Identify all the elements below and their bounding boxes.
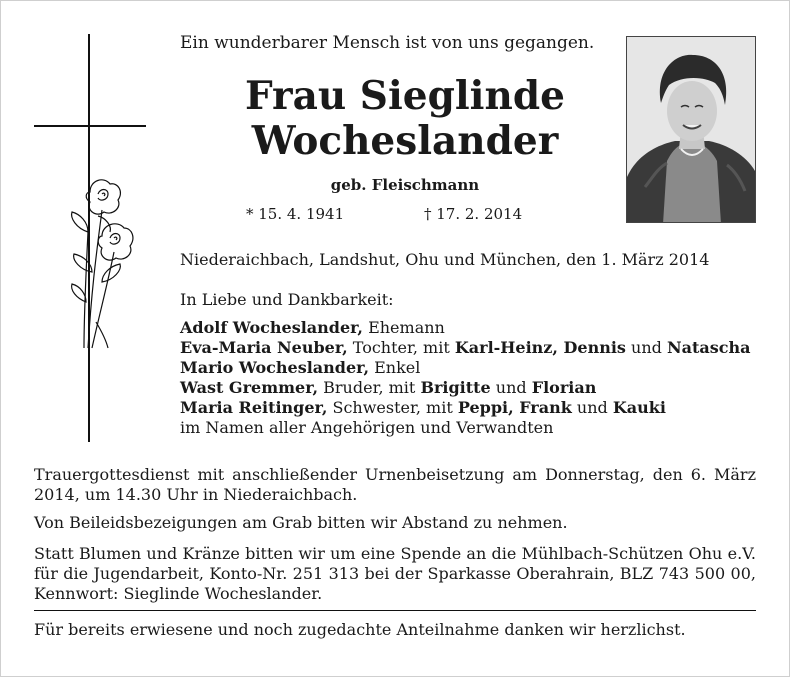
death-date: † 17. 2. 2014 xyxy=(424,205,523,223)
portrait-photo xyxy=(626,36,756,223)
family-relation: und xyxy=(571,398,613,417)
family-relation: Bruder, mit xyxy=(318,378,421,397)
family-member-name: Mario Wocheslander, xyxy=(180,358,370,377)
maiden-name: geb. Fleischmann xyxy=(330,176,480,194)
family-member-row xyxy=(180,358,750,378)
family-member-name: Maria Reitinger, xyxy=(180,398,328,417)
closing-text: Für bereits erwiesene und noch zugedachte Anteilnahme danken wir herzlichst. xyxy=(34,620,686,639)
family-member-name: Wast Gremmer, xyxy=(180,378,319,397)
donation-text: Statt Blumen und Kränze bitten wir um eine Spende an die Mühlbach-Schützen Ohu e.V. für die Jugendarbeit, Konto-Nr. 251 313 bei der Sparkasse Oberahrain, BLZ 743 500 00, Kennwort: Sieglinde Wocheslander. xyxy=(34,544,756,603)
family-member-row xyxy=(180,418,750,438)
intro-text: Ein wunderbarer Mensch ist von uns gegangen. xyxy=(180,33,595,53)
family-relation: im Namen aller Angehörigen und Verwandten xyxy=(180,418,554,437)
place-and-date: Niederaichbach, Landshut, Ohu und München, den 1. März 2014 xyxy=(180,250,710,269)
family-member-name: Kauki xyxy=(612,398,666,417)
family-member-name: Florian xyxy=(531,378,597,397)
family-member-row xyxy=(180,318,750,338)
family-relation: Tochter, mit xyxy=(347,338,455,357)
deceased-name xyxy=(180,74,630,164)
family-relation: und xyxy=(625,338,667,357)
family-list xyxy=(180,318,750,438)
name-line-2: Wocheslander xyxy=(251,118,559,164)
family-relation: Ehemann xyxy=(362,318,445,337)
family-relation: und xyxy=(490,378,532,397)
family-member-name: Karl-Heinz, Dennis xyxy=(454,338,626,357)
family-member-row xyxy=(180,398,750,418)
family-member-name: Adolf Wocheslander, xyxy=(180,318,363,337)
family-member-name: Natascha xyxy=(666,338,751,357)
name-line-1: Frau Sieglinde xyxy=(245,73,565,119)
funeral-service-text: Trauergottesdienst mit anschließender Urnenbeisetzung am Donnerstag, den 6. März 2014, um 14.30 Uhr in Niederaichbach. xyxy=(34,465,756,504)
roses-icon xyxy=(62,172,142,350)
family-relation: Schwester, mit xyxy=(327,398,458,417)
condolence-text: Von Beileidsbezeigungen am Grab bitten wir Abstand zu nehmen. xyxy=(34,513,568,532)
family-member-row xyxy=(180,338,750,358)
family-member-name: Peppi, Frank xyxy=(457,398,572,417)
thanks-heading: In Liebe und Dankbarkeit: xyxy=(180,290,394,309)
family-relation: Enkel xyxy=(369,358,421,377)
family-member-name: Brigitte xyxy=(420,378,491,397)
divider-line xyxy=(34,610,756,611)
family-member-name: Eva-Maria Neuber, xyxy=(180,338,348,357)
family-member-row xyxy=(180,378,750,398)
birth-date: * 15. 4. 1941 xyxy=(246,205,345,223)
